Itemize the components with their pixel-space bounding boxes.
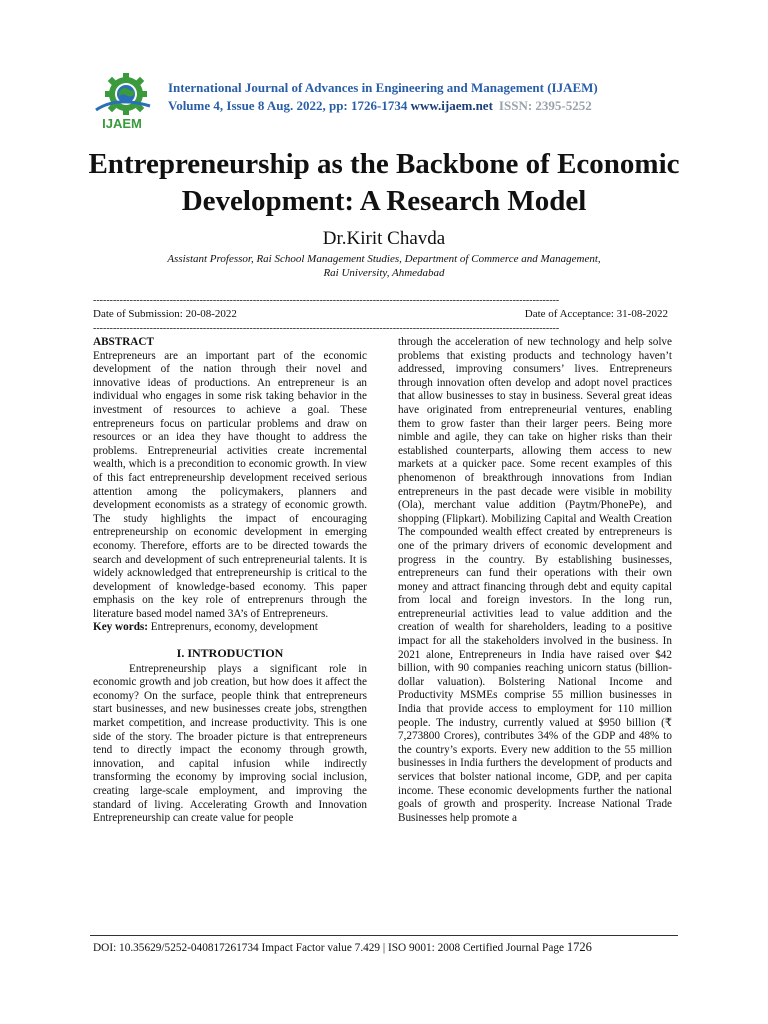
journal-logo xyxy=(92,70,156,134)
footer-rule xyxy=(90,935,678,936)
introduction-text: Entrepreneurship plays a significant role in economic growth and job creation, but how does it affect the economy? On the surface, people think that entrepreneurs start businesses, and new businesses create jobs, strengthen market competition, and increase productivity. This is one side of the story. The broader picture is that entrepreneurs tend to directly impact the economy through growth, innovation, and capital infusion while indirectly transforming the economy by improving social inclusion, creating large-scale employment, and improving the standard of living. Accelerating Growth and Innovation Entrepreneurship can create value for people xyxy=(93,662,367,825)
abstract-text: Entrepreneurs are an important part of the economic development of the nation through their novel and innovative ideas of productions. An entrepreneur is an individual who engages in some risk taking behavior in the investment of resources to achieve a goal. These entrepreneurs focus on particular problems and draw on resources or an idea they have thought to address the problems. Entrepreneurial activities create incremental wealth, which is a precondition to economic growth. In view of this fact entrepreneurship development received serious attention among the policymakers, planners and development economists as a strategy of economic growth. The study highlights the impact of encouraging entrepreneurship on economic development in emerging economy. Therefore, efforts are to be directed towards the search and development of such entrepreneurial talents. It is widely acknowledged that entrepreneurship is critical to the development of knowledge-based economy. This paper emphasis on the key role of entreprenurs through the literature based model named 3A’s of Entrepreneurs. xyxy=(93,349,367,620)
submission-date: Date of Submission: 20-08-2022 xyxy=(93,308,237,320)
affiliation-line-2: Rai University, Ahmedabad xyxy=(323,267,445,279)
right-column xyxy=(398,336,672,825)
paper-title: Entrepreneurship as the Backbone of Economic Development: A Research Model xyxy=(88,148,680,217)
left-column xyxy=(93,336,367,826)
volume-info: Volume 4, Issue 8 Aug. 2022, pp: 1726-1734 xyxy=(168,98,411,113)
right-column-text: through the acceleration of new technology and help solve problems that existing products and technology haven’t addressed, improving consumers’ lives. Entrepreneurs through innovation often develop and adopt novel practices that allow businesses to stay in business. Several great ideas have originated from entrepreneurial ventures, enabling them to grow faster than their larger peers. Being more nimble and agile, they can take on higher risks than their established counterparts, allowing them access to new markets at a quicker pace. Some recent examples of this phenomenon of breakthrough innovations from Indian entrepreneurs in the past decade were visible in mobility (Ola), merchant value addition (Paytm/PhonePe), and shopping (Flipkart). Mobilizing Capital and Wealth Creation The compounded wealth effect created by entrepreneurs is one of the primary drivers of economic development and progress in the country. By establishing businesses, entrepreneurs can fund their operations with their own money and attract financing through debt and equity capital from local and foreign investors. In the long run, entrepreneurial activities lead to value addition and the creation of wealth for shareholders, leading to a positive impact for all the stakeholders involved in the business. In 2021 alone, Entrepreneurs in India have raised over $42 billion, with 90 companies reaching unicorn status (billion-dollar valuation). Bolstering National Income and Productivity MSMEs comprise 55 million businesses in India that provide access to employment for 110 million people. The industry, currently valued at $950 billion (₹ 7,273800 Crores), contributes 34% of the GDP and 48% to the country’s exports. Every new addition to the 55 million businesses in India furthers the development of products and services that bolster national income, GDP, and per capita income. These economic developments further the national goals of growth and prosperity. Increase National Trade Businesses help promote a xyxy=(398,336,672,824)
dates-row xyxy=(93,308,668,320)
footer-text: DOI: 10.35629/5252-040817261734 Impact Factor value 7.429 | ISO 9001: 2008 Certified Journal Page xyxy=(93,942,567,954)
author-name: Dr.Kirit Chavda xyxy=(322,228,446,249)
abstract-heading: ABSTRACT xyxy=(93,336,154,348)
keywords: Entreprenurs, economy, development xyxy=(148,621,318,634)
separator-bottom: -------------------------------------------------------------------------------------------------------------------------------------------- xyxy=(93,324,560,334)
volume-line xyxy=(168,98,592,114)
author-affiliation xyxy=(100,252,668,280)
affiliation-line-1: Assistant Professor, Rai School Management Studies, Department of Commerce and Management, xyxy=(167,253,601,265)
separator-top: -------------------------------------------------------------------------------------------------------------------------------------------- xyxy=(93,296,560,306)
logo-text: IJAEM xyxy=(102,116,142,131)
page-number: 1726 xyxy=(566,940,592,954)
journal-website-link[interactable]: www.ijaem.net xyxy=(410,98,493,113)
gear-globe-icon xyxy=(92,70,156,134)
keywords-label: Key words: xyxy=(93,621,148,634)
acceptance-date: Date of Acceptance: 31-08-2022 xyxy=(524,308,668,320)
introduction-heading: I. INTRODUCTION xyxy=(176,646,284,661)
issn: ISSN: 2395-5252 xyxy=(498,98,592,113)
keywords-line xyxy=(93,621,367,635)
footer xyxy=(93,940,592,955)
journal-name: International Journal of Advances in Engineering and Management (IJAEM) xyxy=(168,80,598,95)
